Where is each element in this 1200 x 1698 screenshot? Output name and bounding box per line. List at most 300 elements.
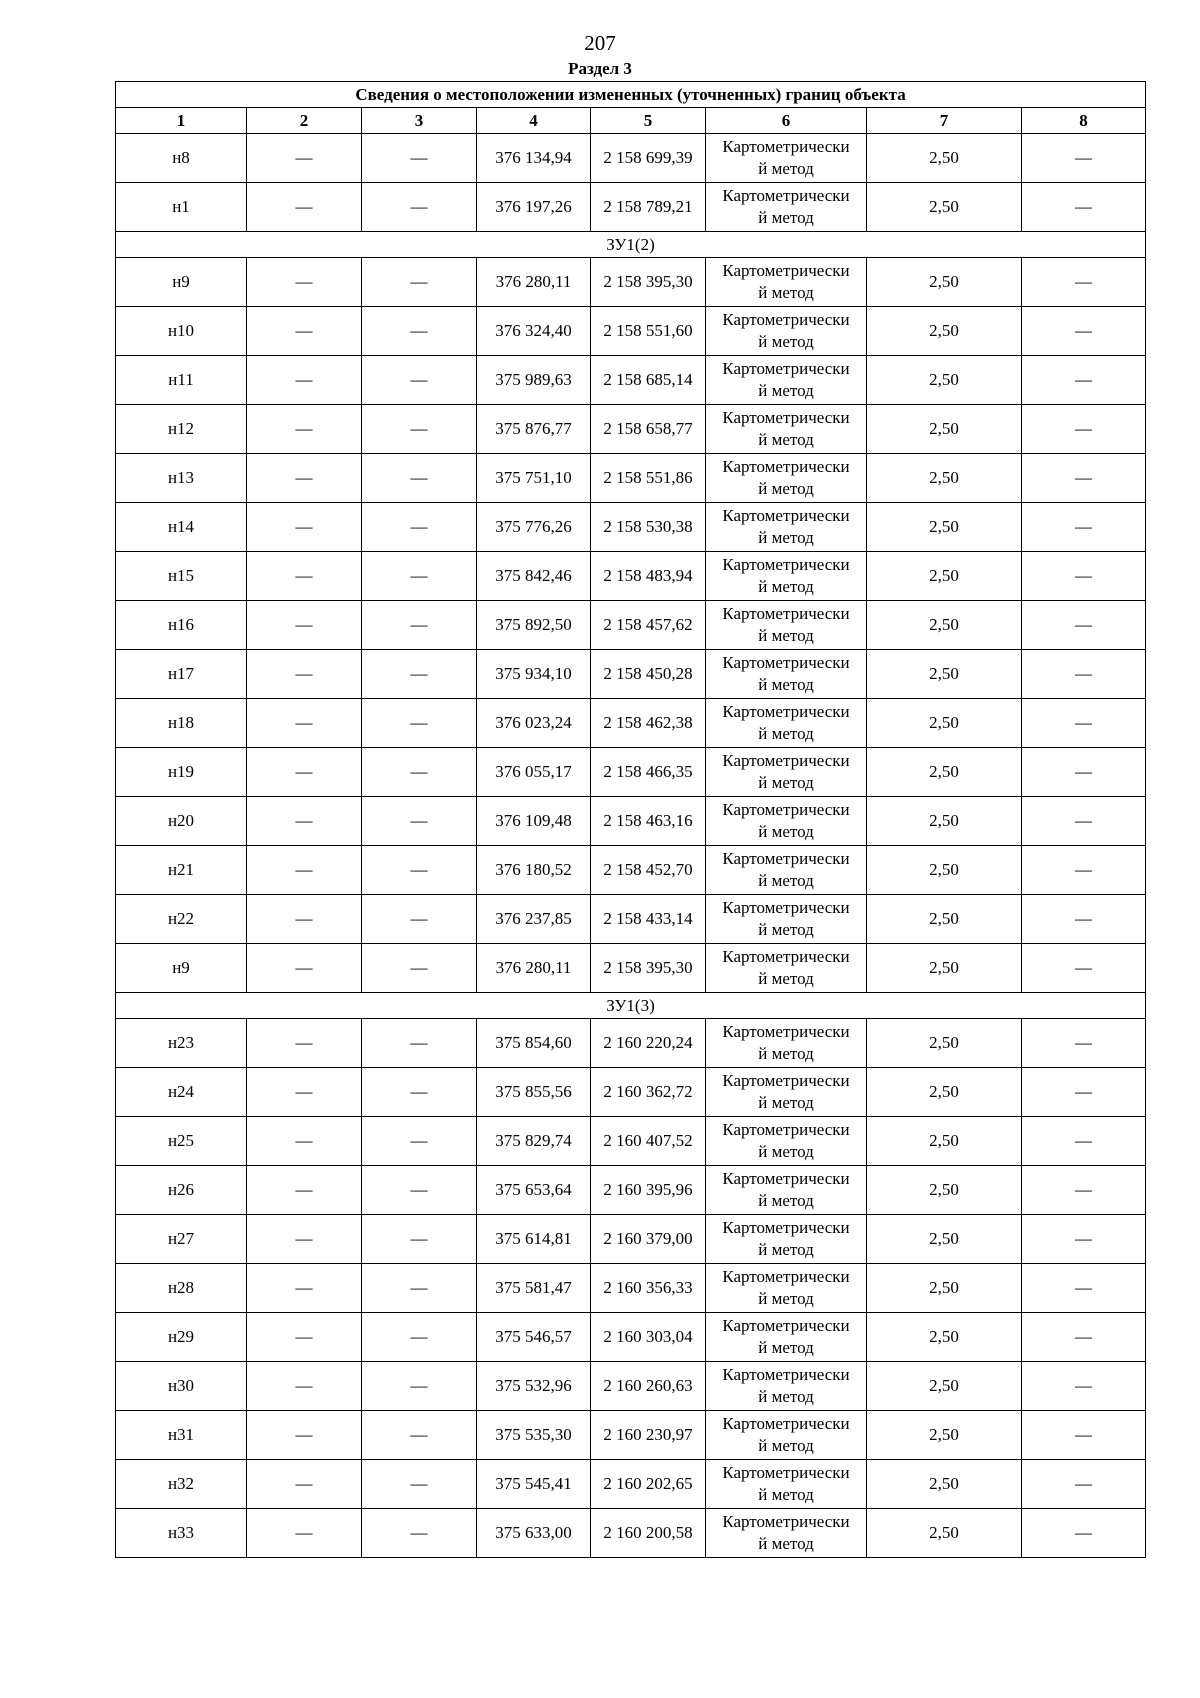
- column-header: 7: [867, 108, 1022, 134]
- method-line-2: й метод: [758, 283, 814, 302]
- accuracy-cell: 2,50: [867, 846, 1022, 895]
- coordinate-y-cell: 2 160 260,63: [591, 1362, 706, 1411]
- table-row: [116, 1264, 1146, 1313]
- coordinate-y-cell: 2 158 433,14: [591, 895, 706, 944]
- coordinate-y-cell: 2 158 658,77: [591, 405, 706, 454]
- coordinate-y-cell: 2 160 200,58: [591, 1509, 706, 1558]
- empty-cell: —: [1022, 748, 1146, 797]
- coordinate-x-cell: 375 934,10: [477, 650, 591, 699]
- coordinate-y-cell: 2 158 463,16: [591, 797, 706, 846]
- column-header: 2: [247, 108, 362, 134]
- empty-cell: —: [362, 797, 477, 846]
- empty-cell: —: [362, 699, 477, 748]
- empty-cell: —: [1022, 356, 1146, 405]
- point-id-cell: н32: [116, 1460, 247, 1509]
- coordinate-x-cell: 376 180,52: [477, 846, 591, 895]
- method-cell: [706, 846, 867, 895]
- accuracy-cell: 2,50: [867, 1362, 1022, 1411]
- method-line-1: Картометрически: [722, 1365, 850, 1384]
- coordinate-y-cell: 2 158 551,60: [591, 307, 706, 356]
- table-header-row: [116, 108, 1146, 134]
- table-row: [116, 503, 1146, 552]
- method-cell: [706, 1215, 867, 1264]
- method-cell: [706, 797, 867, 846]
- empty-cell: —: [362, 307, 477, 356]
- empty-cell: —: [247, 183, 362, 232]
- point-id-cell: н9: [116, 944, 247, 993]
- method-cell: [706, 552, 867, 601]
- coordinate-x-cell: 376 055,17: [477, 748, 591, 797]
- empty-cell: —: [247, 699, 362, 748]
- accuracy-cell: 2,50: [867, 454, 1022, 503]
- accuracy-cell: 2,50: [867, 1264, 1022, 1313]
- group-row: [116, 993, 1146, 1019]
- method-line-1: Картометрически: [722, 359, 850, 378]
- method-line-2: й метод: [758, 1338, 814, 1357]
- point-id-cell: н9: [116, 258, 247, 307]
- table-row: [116, 1117, 1146, 1166]
- table-row: [116, 748, 1146, 797]
- point-id-cell: н27: [116, 1215, 247, 1264]
- method-cell: [706, 1411, 867, 1460]
- empty-cell: —: [1022, 895, 1146, 944]
- method-line-2: й метод: [758, 208, 814, 227]
- method-line-2: й метод: [758, 871, 814, 890]
- method-line-2: й метод: [758, 332, 814, 351]
- method-line-2: й метод: [758, 822, 814, 841]
- table-row: [116, 183, 1146, 232]
- empty-cell: —: [362, 503, 477, 552]
- coordinate-y-cell: 2 158 457,62: [591, 601, 706, 650]
- method-line-2: й метод: [758, 626, 814, 645]
- coordinate-y-cell: 2 158 450,28: [591, 650, 706, 699]
- accuracy-cell: 2,50: [867, 748, 1022, 797]
- coordinate-x-cell: 376 280,11: [477, 944, 591, 993]
- method-cell: [706, 895, 867, 944]
- accuracy-cell: 2,50: [867, 1411, 1022, 1460]
- table-row: [116, 405, 1146, 454]
- accuracy-cell: 2,50: [867, 650, 1022, 699]
- coordinate-y-cell: 2 158 395,30: [591, 258, 706, 307]
- method-line-1: Картометрически: [722, 555, 850, 574]
- method-line-2: й метод: [758, 1093, 814, 1112]
- group-label: ЗУ1(2): [116, 232, 1146, 258]
- empty-cell: —: [362, 134, 477, 183]
- table-row: [116, 1166, 1146, 1215]
- point-id-cell: н20: [116, 797, 247, 846]
- method-line-1: Картометрически: [722, 1267, 850, 1286]
- empty-cell: —: [1022, 307, 1146, 356]
- coordinate-x-cell: 375 614,81: [477, 1215, 591, 1264]
- method-cell: [706, 183, 867, 232]
- method-cell: [706, 1362, 867, 1411]
- method-line-2: й метод: [758, 969, 814, 988]
- table-row: [116, 258, 1146, 307]
- accuracy-cell: 2,50: [867, 797, 1022, 846]
- method-line-1: Картометрически: [722, 1169, 850, 1188]
- table-caption-row: [116, 82, 1146, 108]
- empty-cell: —: [362, 258, 477, 307]
- coordinate-x-cell: 375 892,50: [477, 601, 591, 650]
- table-row: [116, 601, 1146, 650]
- empty-cell: —: [247, 356, 362, 405]
- method-line-2: й метод: [758, 381, 814, 400]
- empty-cell: —: [247, 307, 362, 356]
- empty-cell: —: [1022, 1509, 1146, 1558]
- coordinate-x-cell: 375 751,10: [477, 454, 591, 503]
- accuracy-cell: 2,50: [867, 1019, 1022, 1068]
- column-header: 8: [1022, 108, 1146, 134]
- column-header: 6: [706, 108, 867, 134]
- table-row: [116, 356, 1146, 405]
- coordinate-y-cell: 2 160 202,65: [591, 1460, 706, 1509]
- point-id-cell: н18: [116, 699, 247, 748]
- method-cell: [706, 601, 867, 650]
- empty-cell: —: [247, 405, 362, 454]
- coordinate-y-cell: 2 158 699,39: [591, 134, 706, 183]
- point-id-cell: н24: [116, 1068, 247, 1117]
- empty-cell: —: [1022, 1215, 1146, 1264]
- section-title: Раздел 3: [568, 59, 632, 78]
- column-header: 1: [116, 108, 247, 134]
- empty-cell: —: [1022, 601, 1146, 650]
- empty-cell: —: [1022, 454, 1146, 503]
- method-line-1: Картометрически: [722, 1218, 850, 1237]
- method-line-2: й метод: [758, 1485, 814, 1504]
- coordinate-y-cell: 2 158 462,38: [591, 699, 706, 748]
- empty-cell: —: [362, 1166, 477, 1215]
- coordinate-x-cell: 376 237,85: [477, 895, 591, 944]
- coordinate-x-cell: 375 855,56: [477, 1068, 591, 1117]
- empty-cell: —: [247, 1362, 362, 1411]
- accuracy-cell: 2,50: [867, 1166, 1022, 1215]
- point-id-cell: н11: [116, 356, 247, 405]
- table-body: [116, 134, 1146, 1558]
- point-id-cell: н25: [116, 1117, 247, 1166]
- empty-cell: —: [1022, 405, 1146, 454]
- empty-cell: —: [362, 1313, 477, 1362]
- empty-cell: —: [362, 748, 477, 797]
- coordinate-y-cell: 2 158 466,35: [591, 748, 706, 797]
- method-cell: [706, 699, 867, 748]
- empty-cell: —: [1022, 552, 1146, 601]
- empty-cell: —: [247, 1313, 362, 1362]
- coordinate-x-cell: 376 109,48: [477, 797, 591, 846]
- empty-cell: —: [362, 846, 477, 895]
- empty-cell: —: [1022, 1460, 1146, 1509]
- method-cell: [706, 1117, 867, 1166]
- method-cell: [706, 1313, 867, 1362]
- coordinate-x-cell: 375 854,60: [477, 1019, 591, 1068]
- table-row: [116, 1362, 1146, 1411]
- point-id-cell: н14: [116, 503, 247, 552]
- empty-cell: —: [247, 134, 362, 183]
- empty-cell: —: [247, 944, 362, 993]
- table-row: [116, 1411, 1146, 1460]
- empty-cell: —: [247, 1117, 362, 1166]
- method-cell: [706, 1019, 867, 1068]
- method-line-1: Картометрически: [722, 947, 850, 966]
- method-line-1: Картометрически: [722, 186, 850, 205]
- accuracy-cell: 2,50: [867, 601, 1022, 650]
- coordinate-y-cell: 2 160 362,72: [591, 1068, 706, 1117]
- method-line-2: й метод: [758, 1240, 814, 1259]
- method-line-2: й метод: [758, 675, 814, 694]
- table-row: [116, 134, 1146, 183]
- table-row: [116, 1460, 1146, 1509]
- point-id-cell: н10: [116, 307, 247, 356]
- method-line-1: Картометрически: [722, 137, 850, 156]
- coordinate-y-cell: 2 158 483,94: [591, 552, 706, 601]
- table-row: [116, 552, 1146, 601]
- empty-cell: —: [362, 1362, 477, 1411]
- method-cell: [706, 307, 867, 356]
- accuracy-cell: 2,50: [867, 405, 1022, 454]
- point-id-cell: н8: [116, 134, 247, 183]
- empty-cell: —: [1022, 1264, 1146, 1313]
- accuracy-cell: 2,50: [867, 1509, 1022, 1558]
- group-label: ЗУ1(3): [116, 993, 1146, 1019]
- empty-cell: —: [247, 503, 362, 552]
- empty-cell: —: [247, 1215, 362, 1264]
- table-row: [116, 699, 1146, 748]
- accuracy-cell: 2,50: [867, 183, 1022, 232]
- empty-cell: —: [1022, 1117, 1146, 1166]
- empty-cell: —: [362, 1509, 477, 1558]
- empty-cell: —: [1022, 1313, 1146, 1362]
- method-line-2: й метод: [758, 773, 814, 792]
- table-row: [116, 1313, 1146, 1362]
- method-line-2: й метод: [758, 528, 814, 547]
- method-line-1: Картометрически: [722, 1071, 850, 1090]
- method-line-1: Картометрически: [722, 457, 850, 476]
- empty-cell: —: [362, 552, 477, 601]
- column-header: 3: [362, 108, 477, 134]
- coordinate-x-cell: 375 842,46: [477, 552, 591, 601]
- coordinate-x-cell: 376 324,40: [477, 307, 591, 356]
- point-id-cell: н21: [116, 846, 247, 895]
- coordinate-y-cell: 2 160 356,33: [591, 1264, 706, 1313]
- empty-cell: —: [247, 1068, 362, 1117]
- coordinate-y-cell: 2 158 789,21: [591, 183, 706, 232]
- method-cell: [706, 405, 867, 454]
- point-id-cell: н29: [116, 1313, 247, 1362]
- method-line-1: Картометрически: [722, 1022, 850, 1041]
- empty-cell: —: [362, 1117, 477, 1166]
- point-id-cell: н13: [116, 454, 247, 503]
- point-id-cell: н19: [116, 748, 247, 797]
- coordinate-x-cell: 375 545,41: [477, 1460, 591, 1509]
- coordinate-y-cell: 2 160 220,24: [591, 1019, 706, 1068]
- method-line-1: Картометрически: [722, 1316, 850, 1335]
- empty-cell: —: [362, 650, 477, 699]
- empty-cell: —: [247, 748, 362, 797]
- table-row: [116, 307, 1146, 356]
- empty-cell: —: [247, 1460, 362, 1509]
- table-row: [116, 1509, 1146, 1558]
- accuracy-cell: 2,50: [867, 307, 1022, 356]
- empty-cell: —: [362, 183, 477, 232]
- empty-cell: —: [247, 650, 362, 699]
- coordinate-x-cell: 375 546,57: [477, 1313, 591, 1362]
- accuracy-cell: 2,50: [867, 699, 1022, 748]
- accuracy-cell: 2,50: [867, 503, 1022, 552]
- empty-cell: —: [1022, 797, 1146, 846]
- method-cell: [706, 134, 867, 183]
- empty-cell: —: [247, 1509, 362, 1558]
- method-line-2: й метод: [758, 1044, 814, 1063]
- empty-cell: —: [247, 258, 362, 307]
- method-line-2: й метод: [758, 1142, 814, 1161]
- method-cell: [706, 1264, 867, 1313]
- empty-cell: —: [247, 846, 362, 895]
- method-cell: [706, 1460, 867, 1509]
- empty-cell: —: [1022, 1411, 1146, 1460]
- accuracy-cell: 2,50: [867, 1215, 1022, 1264]
- empty-cell: —: [362, 895, 477, 944]
- method-line-2: й метод: [758, 159, 814, 178]
- coordinate-y-cell: 2 160 303,04: [591, 1313, 706, 1362]
- empty-cell: —: [362, 601, 477, 650]
- method-cell: [706, 356, 867, 405]
- empty-cell: —: [1022, 258, 1146, 307]
- accuracy-cell: 2,50: [867, 134, 1022, 183]
- method-cell: [706, 1509, 867, 1558]
- method-line-1: Картометрически: [722, 1512, 850, 1531]
- table-row: [116, 650, 1146, 699]
- coordinate-y-cell: 2 158 452,70: [591, 846, 706, 895]
- coordinate-x-cell: 375 581,47: [477, 1264, 591, 1313]
- accuracy-cell: 2,50: [867, 1313, 1022, 1362]
- point-id-cell: н16: [116, 601, 247, 650]
- method-line-2: й метод: [758, 577, 814, 596]
- table-row: [116, 895, 1146, 944]
- coordinate-x-cell: 375 829,74: [477, 1117, 591, 1166]
- coordinate-x-cell: 376 197,26: [477, 183, 591, 232]
- table-caption: Сведения о местоположении измененных (уточненных) границ объекта: [116, 82, 1146, 108]
- empty-cell: —: [1022, 1019, 1146, 1068]
- empty-cell: —: [362, 1264, 477, 1313]
- coordinate-y-cell: 2 158 530,38: [591, 503, 706, 552]
- empty-cell: —: [362, 1460, 477, 1509]
- coordinate-x-cell: 375 535,30: [477, 1411, 591, 1460]
- empty-cell: —: [1022, 699, 1146, 748]
- empty-cell: —: [247, 552, 362, 601]
- method-line-1: Картометрически: [722, 751, 850, 770]
- empty-cell: —: [1022, 1068, 1146, 1117]
- method-line-1: Картометрически: [722, 1120, 850, 1139]
- accuracy-cell: 2,50: [867, 552, 1022, 601]
- method-line-1: Картометрически: [722, 604, 850, 623]
- coordinate-y-cell: 2 158 395,30: [591, 944, 706, 993]
- coordinate-y-cell: 2 160 379,00: [591, 1215, 706, 1264]
- coordinate-x-cell: 375 776,26: [477, 503, 591, 552]
- empty-cell: —: [1022, 503, 1146, 552]
- empty-cell: —: [362, 1215, 477, 1264]
- group-row: [116, 232, 1146, 258]
- method-cell: [706, 503, 867, 552]
- empty-cell: —: [1022, 944, 1146, 993]
- point-id-cell: н30: [116, 1362, 247, 1411]
- empty-cell: —: [362, 1068, 477, 1117]
- method-line-1: Картометрически: [722, 1463, 850, 1482]
- coordinate-y-cell: 2 160 407,52: [591, 1117, 706, 1166]
- method-line-2: й метод: [758, 1387, 814, 1406]
- method-line-1: Картометрически: [722, 506, 850, 525]
- method-line-1: Картометрически: [722, 849, 850, 868]
- method-line-2: й метод: [758, 1191, 814, 1210]
- empty-cell: —: [362, 944, 477, 993]
- empty-cell: —: [1022, 650, 1146, 699]
- method-cell: [706, 748, 867, 797]
- empty-cell: —: [1022, 1362, 1146, 1411]
- empty-cell: —: [247, 895, 362, 944]
- method-line-1: Картометрически: [722, 408, 850, 427]
- method-line-1: Картометрически: [722, 653, 850, 672]
- table-row: [116, 1215, 1146, 1264]
- point-id-cell: н12: [116, 405, 247, 454]
- empty-cell: —: [362, 356, 477, 405]
- point-id-cell: н31: [116, 1411, 247, 1460]
- method-line-2: й метод: [758, 1289, 814, 1308]
- method-line-1: Картометрически: [722, 261, 850, 280]
- coordinate-x-cell: 375 653,64: [477, 1166, 591, 1215]
- empty-cell: —: [247, 454, 362, 503]
- point-id-cell: н23: [116, 1019, 247, 1068]
- accuracy-cell: 2,50: [867, 944, 1022, 993]
- empty-cell: —: [362, 1411, 477, 1460]
- coordinate-y-cell: 2 158 551,86: [591, 454, 706, 503]
- table-row: [116, 454, 1146, 503]
- accuracy-cell: 2,50: [867, 1460, 1022, 1509]
- accuracy-cell: 2,50: [867, 356, 1022, 405]
- point-id-cell: н28: [116, 1264, 247, 1313]
- empty-cell: —: [1022, 183, 1146, 232]
- coordinates-table: [115, 81, 1146, 1558]
- point-id-cell: н26: [116, 1166, 247, 1215]
- method-line-2: й метод: [758, 1436, 814, 1455]
- accuracy-cell: 2,50: [867, 895, 1022, 944]
- coordinate-y-cell: 2 160 230,97: [591, 1411, 706, 1460]
- method-line-1: Картометрически: [722, 310, 850, 329]
- page-number: 207: [584, 31, 616, 55]
- column-header: 5: [591, 108, 706, 134]
- empty-cell: —: [247, 797, 362, 846]
- table-row: [116, 846, 1146, 895]
- point-id-cell: н15: [116, 552, 247, 601]
- method-line-1: Картометрически: [722, 898, 850, 917]
- empty-cell: —: [247, 1411, 362, 1460]
- method-line-2: й метод: [758, 920, 814, 939]
- table-row: [116, 797, 1146, 846]
- method-line-1: Картометрически: [722, 702, 850, 721]
- accuracy-cell: 2,50: [867, 1068, 1022, 1117]
- empty-cell: —: [247, 1019, 362, 1068]
- point-id-cell: н17: [116, 650, 247, 699]
- method-cell: [706, 650, 867, 699]
- table-row: [116, 1019, 1146, 1068]
- empty-cell: —: [1022, 1166, 1146, 1215]
- coordinate-x-cell: 376 023,24: [477, 699, 591, 748]
- empty-cell: —: [362, 454, 477, 503]
- method-line-2: й метод: [758, 1534, 814, 1553]
- coordinate-x-cell: 375 989,63: [477, 356, 591, 405]
- coordinate-x-cell: 376 134,94: [477, 134, 591, 183]
- coordinate-x-cell: 375 876,77: [477, 405, 591, 454]
- accuracy-cell: 2,50: [867, 258, 1022, 307]
- table-row: [116, 944, 1146, 993]
- empty-cell: —: [247, 601, 362, 650]
